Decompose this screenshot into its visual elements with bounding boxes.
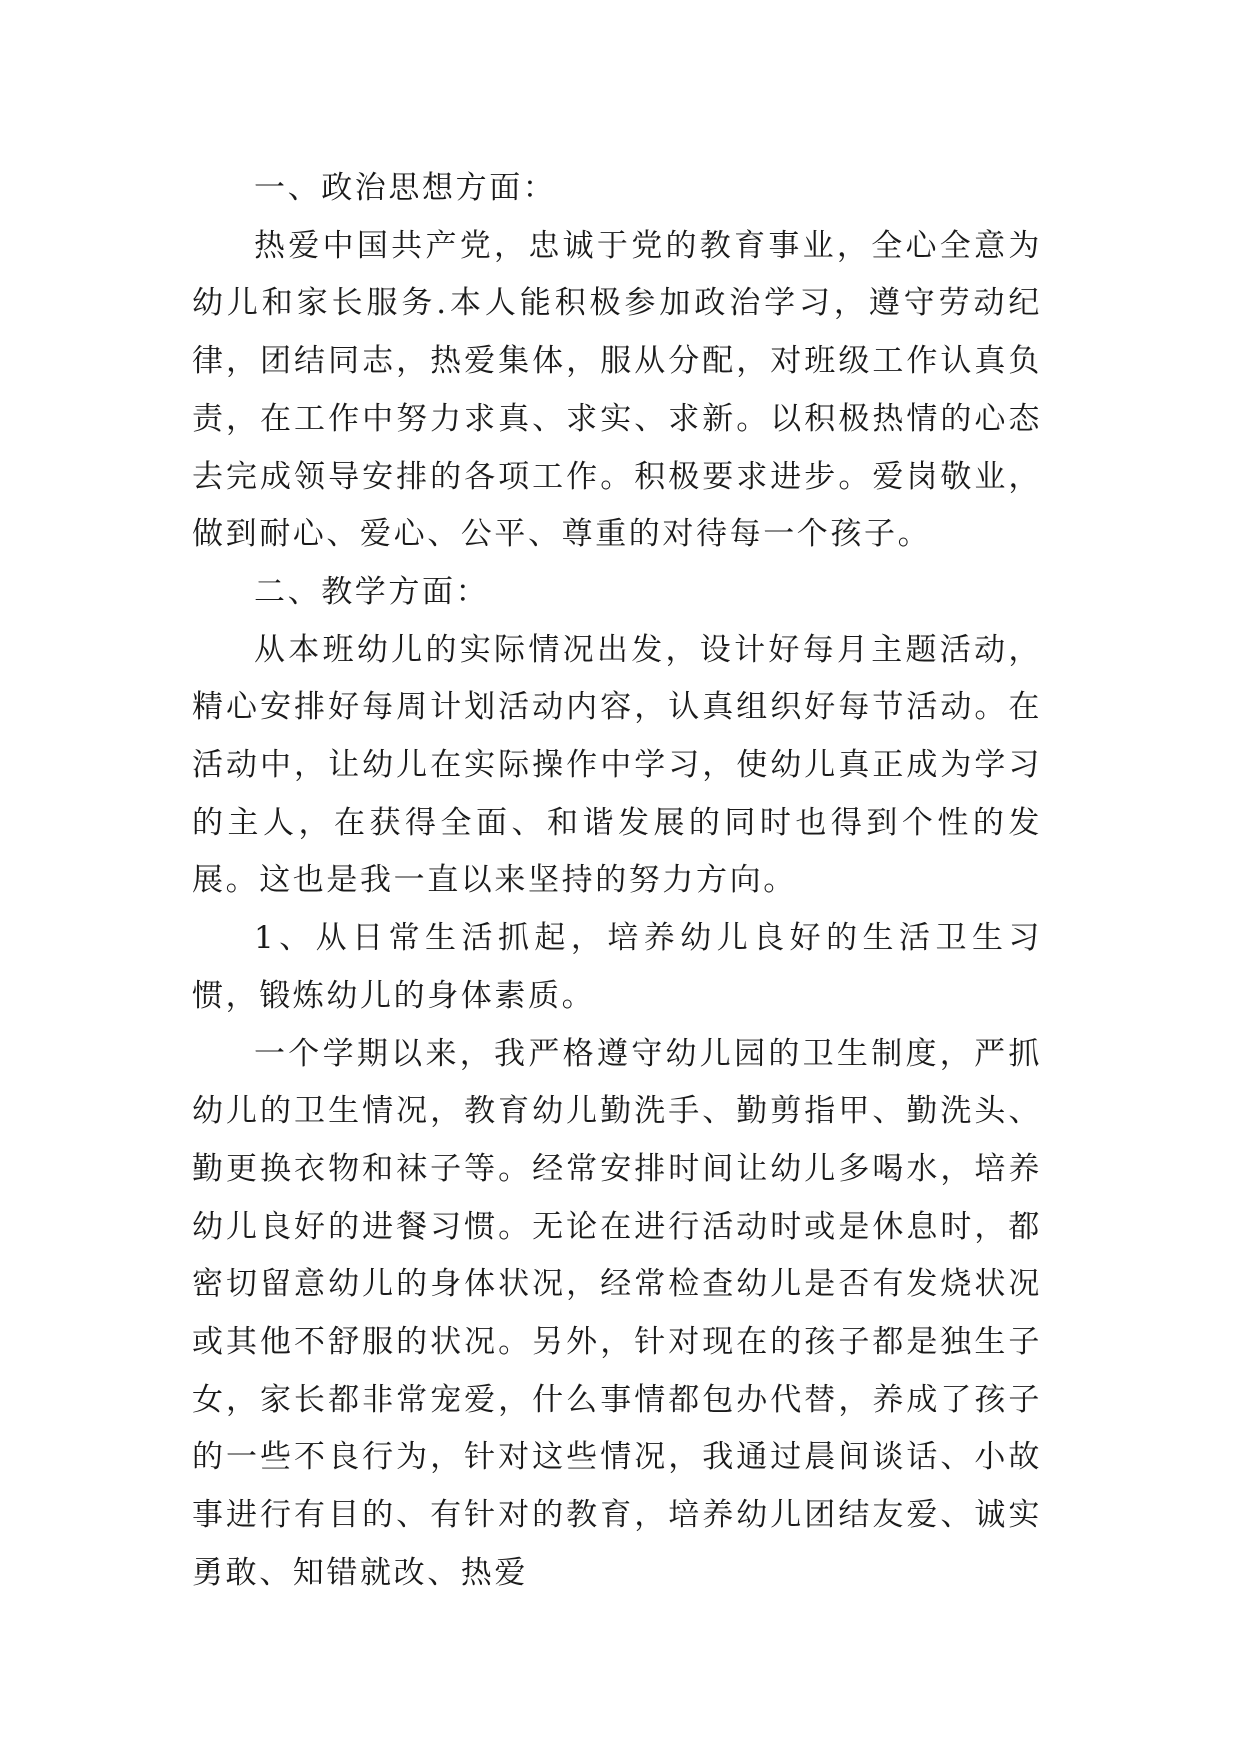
paragraph-politics: 热爱中国共产党，忠诚于党的教育事业，全心全意为幼儿和家长服务.本人能积极参加政治学习，遵守劳动纪律，团结同志，热爱集体，服从分配，对班级工作认真负责，在工作中努力求真、求实、求新。以积极热情的心态去完成领导安排的各项工作。积极要求进步。爱岗敬业，做到耐心、爱心、公平、尊重的对待每一个孩子。 [192,227,1042,553]
paragraph-daily-life-point: 1、从日常生活抓起，培养幼儿良好的生活卫生习惯，锻炼幼儿的身体素质。 [192,920,1042,1014]
section-heading-politics: 一、政治思想方面： [254,170,557,206]
document-body [192,160,1042,1603]
paragraph-teaching: 从本班幼儿的实际情况出发，设计好每月主题活动，精心安排好每周计划活动内容，认真组织好每节活动。在活动中，让幼儿在实际操作中学习，使幼儿真正成为学习的主人，在获得全面、和谐发展的同时也得到个性的发展。这也是我一直以来坚持的努力方向。 [192,631,1042,899]
section-heading-teaching: 二、教学方面： [254,573,490,610]
paragraph-hygiene: 一个学期以来，我严格遵守幼儿园的卫生制度，严抓幼儿的卫生情况，教育幼儿勤洗手、勤剪指甲、勤洗头、勤更换衣物和袜子等。经常安排时间让幼儿多喝水，培养幼儿良好的进餐习惯。无论在进行活动时或是休息时，都密切留意幼儿的身体状况，经常检查幼儿是否有发烧状况或其他不舒服的状况。另外，针对现在的孩子都是独生子女，家长都非常宠爱，什么事情都包办代替，养成了孩子的一些不良行为，针对这些情况，我通过晨间谈话、小故事进行有目的、有针对的教育，培养幼儿团结友爱、诚实勇敢、知错就改、热爱 [192,1035,1042,1591]
